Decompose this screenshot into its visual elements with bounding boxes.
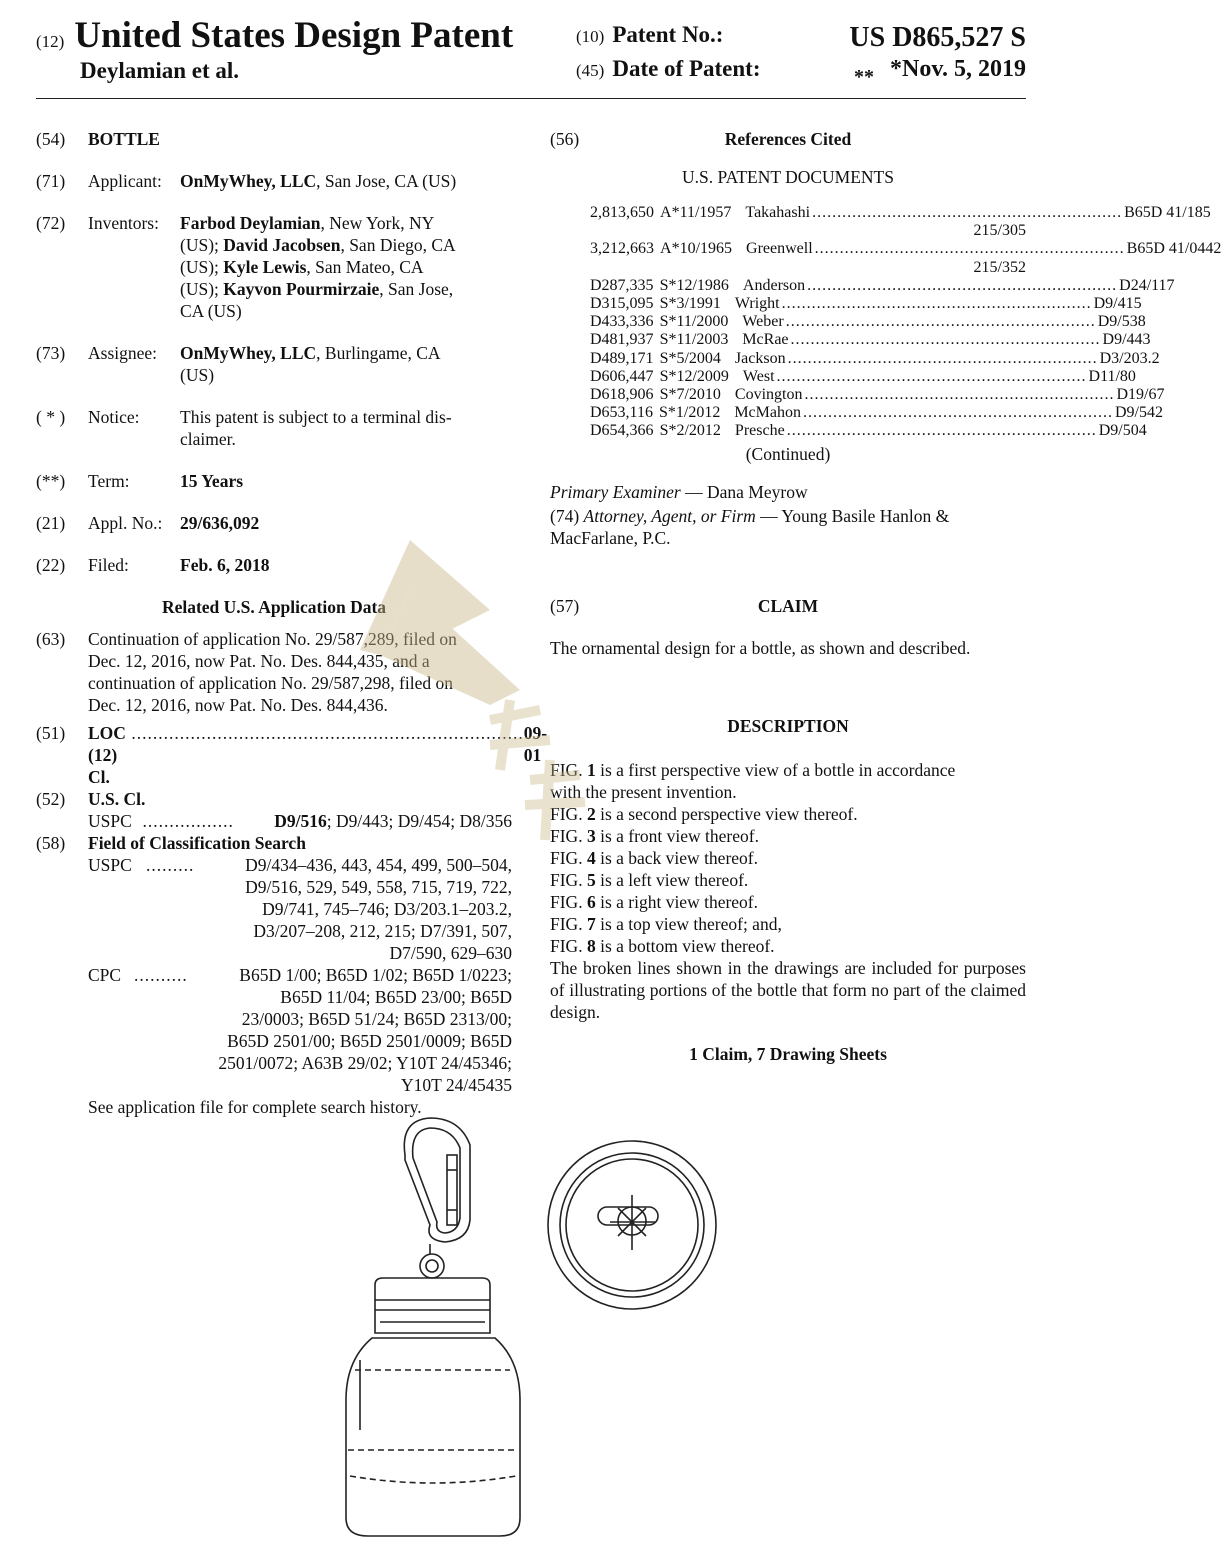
reference-class: D9/538 — [1097, 313, 1146, 331]
reference-row: D654,366 S * 2/2012 Presche .............................................................. D9/504 — [590, 422, 1147, 440]
reference-date: 1/2012 — [675, 404, 721, 422]
reference-class: B65D 41/0442 — [1126, 240, 1221, 258]
title-field: (54) BOTTLE — [36, 129, 160, 149]
reference-row: D433,336 S * 11/2000 Weber .............................................................. D9/538 — [590, 313, 1146, 331]
claim-text: The ornamental design for a bottle, as shown and described. — [550, 637, 971, 658]
reference-number: 3,212,663 — [590, 240, 654, 258]
reference-number: D606,447 — [590, 367, 654, 385]
continued-note: (Continued) — [745, 443, 831, 464]
reference-kind: S — [659, 276, 669, 294]
assignee-field: (73) Assignee: OnMyWhey, LLC, Burlingame, CA (US) — [36, 343, 441, 385]
reference-inventor: Weber — [742, 313, 784, 331]
reference-inventor: Anderson — [742, 276, 806, 294]
reference-kind: S — [659, 295, 669, 313]
reference-class: B65D 41/185 — [1124, 204, 1211, 221]
reference-star: * — [668, 349, 677, 367]
applicant-name: OnMyWhey, LLC — [180, 171, 317, 191]
reference-star: * — [668, 367, 677, 385]
description-heading: DESCRIPTION — [727, 715, 849, 736]
attorney: (74) Attorney, Agent, or Firm — Young Basile Hanlon & MacFarlane, P.C. — [550, 505, 950, 548]
search-history-note: See application file for complete search history. — [88, 1097, 422, 1117]
loc-field: (51) LOC (12) Cl. ......................................................................... 09-01 — [36, 723, 548, 787]
reference-star: * — [668, 422, 677, 440]
patent-date-row — [576, 56, 1026, 88]
primary-examiner: Primary Examiner — Dana Meyrow — [550, 481, 808, 502]
reference-kind: S — [659, 349, 669, 367]
reference-class: D9/443 — [1102, 331, 1151, 349]
us-cl-field: (52) U.S. Cl. USPC ................. D9/516 ; D9/443; D9/454; D8/356 — [36, 789, 512, 831]
continuation-field: (63) Continuation of application No. 29/587,289, filed on Dec. 12, 2016, now Pat. No. Des. 844,435, and a continuation of application No. 29/587,298, filed on Dec. 12, 2016, now Pat. No. Des. 844,436. — [36, 629, 457, 715]
left-column — [36, 128, 548, 1118]
reference-class: D19/67 — [1116, 386, 1165, 404]
claim-section: (57) CLAIM — [550, 595, 1026, 617]
reference-date: 2/2012 — [676, 422, 721, 440]
inventors-field: (72) Inventors: Farbod Deylamian, New York, NY (US); David Jacobsen, San Diego, CA (US); Kyle Lewis, San Mateo, CA (US); Kayvon Pourmirzaie, San Jose, CA (US) — [36, 213, 456, 321]
reference-row: 2,813,650 A * 11/1957 Takahashi .............................................................. B65D 41/185 — [590, 204, 1211, 221]
patent-title: BOTTLE — [88, 129, 160, 149]
reference-date: 11/2000 — [676, 313, 729, 331]
patent-no-label: Patent No.: — [612, 22, 724, 47]
description-item: FIG. 2 is a second perspective view thereof. — [550, 803, 858, 824]
top-view-figure — [548, 1141, 716, 1309]
reference-number: D481,937 — [590, 331, 654, 349]
reference-row: D489,171 S * 5/2004 Jackson .............................................................. D3/203.2 — [590, 349, 1160, 367]
reference-date: 10/1965 — [679, 240, 733, 258]
reference-kind: A — [660, 240, 672, 258]
reference-inventor: Presche — [734, 422, 785, 440]
description-item: FIG. 7 is a top view thereof; and, — [550, 913, 782, 934]
related-heading: Related U.S. Application Data — [161, 597, 387, 617]
description-item: FIG. 5 is a left view thereof. — [550, 869, 749, 890]
reference-row: D315,095 S * 3/1991 Wright .............................................................. D9/415 — [590, 295, 1142, 313]
right-column: (56) References Cited U.S. PATENT DOCUMENTS 2,813,650 A * 11/1957 Takahashi .............................................................. B65D 41/185 215/305 3,212,663 A * 10/1965 Greenwell .............................................................. B65D 41/0442 215/352 D287,335 S * 12/1986 Anderson .............................................................. D24/117 D315,095 S * 3/1991 Wright .............................................................. D9/415 D433,336 S * 11/2000 Weber .............................................................. D9/538 D481,937 S * 11/2003 McRae .............................................................. D9/443 D489,171 S * 5/2004 Jackson .............................................................. D3/203.2 D606,447 S * 12/2009 West .............................................................. D11/80 D618,906 S * 7/2010 Covington .............................................................. D19/67 D653,116 S * 1/2012 McMahon .............................................................. D9/542 D654,366 S * 2/2012 Presche .............................................................. D9/504 (Continued) Primary Examiner — Dana Meyrow (74) Attorney, Agent, or Firm — Young Basile Hanlon & MacFarlane, P.C. (57) CLAIM The ornamental design for a bottle, as shown and described. DESCRIPTION FIG. 1 is a first perspective view of a bottle in accordance with the present invention. FIG. 2 is a second perspective view thereof. FIG. 3 is a front view thereof. FIG. 4 is a back view thereof. FIG. 5 is a left view thereof. FIG. 6 is a right view thereof. FIG. 7 is a top view thereof; and, FIG. 8 is a bottom view thereof. The broken lines shown in the drawings are included for purposes of illustrating portions of the bottle that form no part of the claimed design. 1 Claim, 7 Drawing Sheets — [550, 129, 1221, 1064]
reference-inventor: McRae — [742, 331, 789, 349]
doc-type-code: (12) — [36, 32, 65, 51]
reference-inventor: McMahon — [734, 404, 801, 422]
reference-number: D287,335 — [590, 276, 654, 294]
reference-number: 2,813,650 — [590, 204, 654, 221]
reference-class: D24/117 — [1119, 276, 1175, 294]
reference-inventor: Covington — [734, 386, 803, 404]
reference-number: D618,906 — [590, 386, 654, 404]
description-item: FIG. 3 is a front view thereof. — [550, 825, 759, 846]
description-item: FIG. 6 is a right view thereof. — [550, 891, 759, 912]
reference-star: * — [668, 386, 677, 404]
patent-date: *Nov. 5, 2019 — [889, 56, 1026, 82]
reference-date: 12/1986 — [676, 276, 729, 294]
reference-number: D654,366 — [590, 422, 654, 440]
reference-inventor: Jackson — [734, 349, 786, 367]
reference-class: D9/542 — [1114, 404, 1163, 422]
description-item: FIG. 1 is a first perspective view of a bottle in accordance — [550, 759, 956, 780]
reference-inventor: Takahashi — [745, 204, 811, 221]
reference-row: D618,906 S * 7/2010 Covington .............................................................. D19/67 — [590, 386, 1165, 404]
reference-star: * — [668, 313, 677, 331]
reference-date: 11/1957 — [679, 204, 732, 221]
header-rule — [36, 98, 1026, 99]
reference-row: 3,212,663 A * 10/1965 Greenwell .............................................................. B65D 41/0442 — [590, 240, 1221, 258]
reference-inventor: West — [742, 367, 775, 385]
reference-kind: S — [659, 386, 669, 404]
claim-heading: CLAIM — [757, 595, 819, 616]
date-code: (45) — [576, 61, 605, 80]
reference-number: D433,336 — [590, 313, 654, 331]
claims-sheets: 1 Claim, 7 Drawing Sheets — [689, 1043, 887, 1064]
description-list — [550, 759, 1026, 957]
reference-class: D11/80 — [1088, 367, 1136, 385]
reference-star: * — [668, 331, 677, 349]
reference-kind: S — [659, 422, 669, 440]
field-search: (58) Field of Classification Search USPC ......... D9/434–436, 443, 454, 499, 500–504, D9/516, 529, 549, 558, 715, 719, 722, D9/741, 745–746; D3/203.1–203.2, D3/207–208, 212, 215; D7/391, 507, D7/590, 629–630 CPC .......... B65D 1/00; B65D 1/02; B65D 1/0223; B65D 11/04; B65D 23/00; B65D 23/0003; B65D 51/24; B65D 2313/00; B65D 2501/00; B65D 2501/0009; B65D 2501/0072; A63B 29/02; Y10T 24/45346; Y10T 24/45435 See application file for complete search history. — [36, 833, 512, 1117]
reference-date: 3/1991 — [676, 295, 721, 313]
inventor-line: Deylamian et al. — [80, 58, 240, 83]
patent-drawings — [0, 1100, 1080, 1542]
description-item: FIG. 8 is a bottom view thereof. — [550, 935, 775, 956]
reference-class: D9/415 — [1093, 295, 1142, 313]
reference-number: D489,171 — [590, 349, 654, 367]
patent-number-row — [576, 22, 1026, 53]
reference-inventor: Wright — [734, 295, 780, 313]
reference-kind: S — [659, 367, 669, 385]
reference-kind: S — [659, 313, 669, 331]
reference-class: D3/203.2 — [1099, 349, 1160, 367]
reference-row: D481,937 S * 11/2003 McRae .............................................................. D9/443 — [590, 331, 1151, 349]
patent-no-code: (10) — [576, 27, 605, 46]
patent-header — [36, 14, 1026, 98]
reference-date: 5/2004 — [676, 349, 721, 367]
references-heading: References Cited — [724, 129, 852, 149]
date-stars: ** — [854, 66, 874, 88]
reference-date: 11/2003 — [676, 331, 729, 349]
reference-class: D9/504 — [1098, 422, 1147, 440]
broken-lines-note: The broken lines shown in the drawings are included for purposes of illustrating portions of the bottle that form no part of the claimed design. — [550, 957, 1026, 1022]
reference-star: * — [667, 404, 676, 422]
appl-no-field: (21) Appl. No.: 29/636,092 — [36, 513, 260, 533]
filed-field: (22) Filed: Feb. 6, 2018 — [36, 555, 270, 575]
reference-row: D606,447 S * 12/2009 West .............................................................. D11/80 — [590, 367, 1136, 385]
reference-star: * — [671, 240, 680, 258]
bottle-figure — [346, 1118, 520, 1536]
term-field: (**) Term: 15 Years — [36, 471, 244, 491]
reference-number: D653,116 — [590, 404, 653, 422]
patent-number: US D865,527 S — [849, 22, 1026, 53]
reference-class-continued: 215/305 — [973, 222, 1026, 240]
reference-star: * — [668, 295, 677, 313]
reference-row: D653,116 S * 1/2012 McMahon .............................................................. D9/542 — [590, 404, 1163, 422]
reference-row: D287,335 S * 12/1986 Anderson .............................................................. D24/117 — [590, 276, 1175, 294]
reference-kind: A — [660, 204, 672, 221]
reference-kind: S — [659, 331, 669, 349]
reference-star: * — [671, 204, 680, 221]
reference-inventor: Greenwell — [746, 240, 813, 258]
reference-date: 12/2009 — [676, 367, 729, 385]
notice-field: ( * ) Notice: This patent is subject to a terminal dis- claimer. — [36, 407, 452, 449]
us-patent-docs-heading: U.S. PATENT DOCUMENTS — [682, 167, 894, 187]
reference-kind: S — [658, 404, 668, 422]
applicant-field: (71) Applicant: OnMyWhey, LLC, San Jose, CA (US) — [36, 171, 457, 191]
description-item: with the present invention. — [550, 781, 737, 802]
date-label: Date of Patent: — [612, 56, 761, 81]
reference-date: 7/2010 — [676, 386, 721, 404]
doc-title: United States Design Patent — [74, 15, 514, 56]
description-item: FIG. 4 is a back view thereof. — [550, 847, 758, 868]
reference-star: * — [668, 276, 677, 294]
reference-class-continued: 215/352 — [973, 258, 1026, 276]
reference-number: D315,095 — [590, 295, 654, 313]
references-list — [590, 204, 1221, 441]
